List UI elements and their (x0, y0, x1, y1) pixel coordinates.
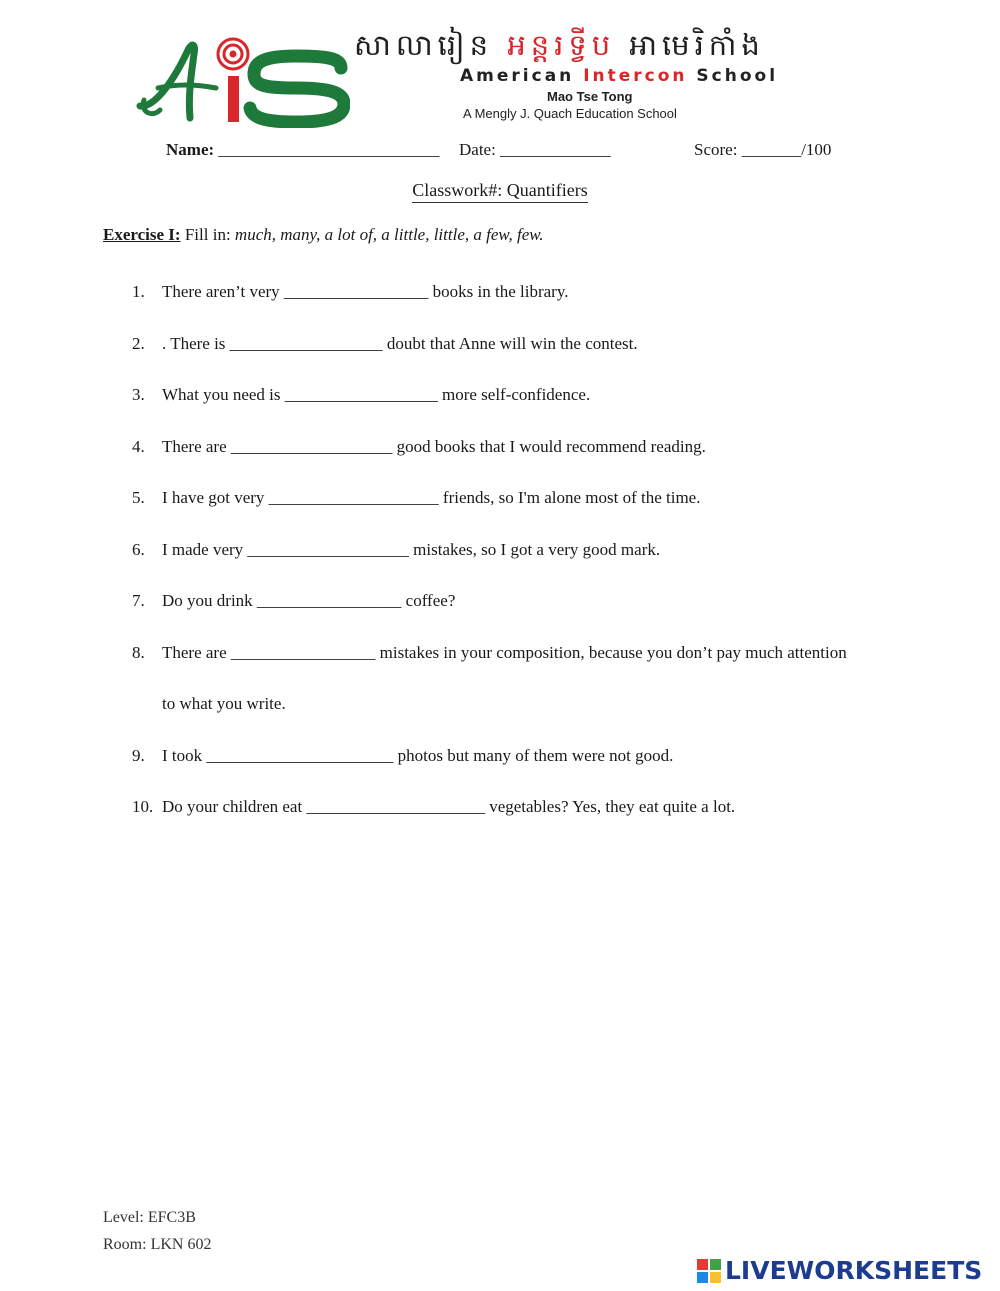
brand-text: LIVEWORKSHEETS (725, 1256, 983, 1285)
date-label: Date: (459, 140, 496, 159)
score-field (694, 140, 831, 160)
level-label: Level: EFC3B (103, 1209, 196, 1226)
question-text[interactable]: Do your children eat _____________________ vegetables? Yes, they eat quite a lot. (162, 797, 736, 816)
question-item: 4. There are ___________________ good books that I would recommend reading. (132, 437, 706, 456)
liveworksheets-icon (697, 1259, 721, 1283)
liveworksheets-brand[interactable] (697, 1257, 997, 1285)
campus-name: Mao Tse Tong (547, 89, 633, 104)
exercise-heading: Exercise I: (103, 225, 181, 244)
name-label: Name: (166, 140, 215, 159)
question-text: to what you write. (162, 694, 286, 713)
exercise-instruction (103, 225, 544, 245)
question-text[interactable]: I have got very ____________________ friends, so I'm alone most of the time. (162, 488, 701, 507)
question-item: 5. I have got very ____________________ friends, so I'm alone most of the time. (132, 488, 701, 507)
question-text[interactable]: What you need is __________________ more self-confidence. (162, 385, 591, 404)
question-item: 8. There are _________________ mistakes in your composition, because you don’t pay much attention (132, 643, 847, 662)
question-continuation (132, 694, 286, 714)
page-title: Classwork#: Quantifiers (0, 180, 1000, 203)
date-field[interactable] (459, 140, 611, 160)
instruction-text: Fill in: (180, 225, 235, 244)
question-text[interactable]: There are _________________ mistakes in your composition, because you don’t pay much attention (162, 643, 847, 662)
date-blank[interactable]: _____________ (500, 140, 611, 159)
question-item: 10. Do your children eat _____________________ vegetables? Yes, they eat quite a lot. (132, 797, 736, 816)
room-label: Room: LKN 602 (103, 1236, 212, 1253)
question-item: 7. Do you drink _________________ coffee? (132, 591, 456, 610)
school-logo (136, 36, 350, 128)
question-text[interactable]: . There is __________________ doubt that Anne will win the contest. (162, 334, 638, 353)
question-text[interactable]: I took ______________________ photos but many of them were not good. (162, 746, 674, 765)
score-label: Score: (694, 140, 738, 159)
question-text[interactable]: I made very ___________________ mistakes, so I got a very good mark. (162, 540, 661, 559)
question-item: 3. What you need is __________________ more self-confidence. (132, 385, 591, 404)
score-total: /100 (801, 140, 832, 159)
question-text[interactable]: There are ___________________ good books that I would recommend reading. (162, 437, 706, 456)
name-blank[interactable]: __________________________ (218, 140, 440, 159)
school-name-khmer: សាលារៀន អន្តរទ្វីប អាមេរិកាំង (354, 28, 765, 62)
name-field[interactable] (166, 140, 439, 160)
question-text[interactable]: There aren’t very _________________ books in the library. (162, 282, 569, 301)
question-item: 2. . There is __________________ doubt that Anne will win the contest. (132, 334, 638, 353)
score-blank: _______ (741, 140, 802, 159)
question-item: 9. I took ______________________ photos but many of them were not good. (132, 746, 674, 765)
school-name-english: American Intercon School (460, 66, 779, 86)
word-bank: much, many, a lot of, a little, little, a few, few. (234, 225, 544, 244)
question-item: 1. There aren’t very _________________ books in the library. (132, 282, 569, 301)
school-tagline: A Mengly J. Quach Education School (463, 106, 677, 121)
question-text[interactable]: Do you drink _________________ coffee? (162, 591, 456, 610)
question-item: 6. I made very ___________________ mistakes, so I got a very good mark. (132, 540, 661, 559)
